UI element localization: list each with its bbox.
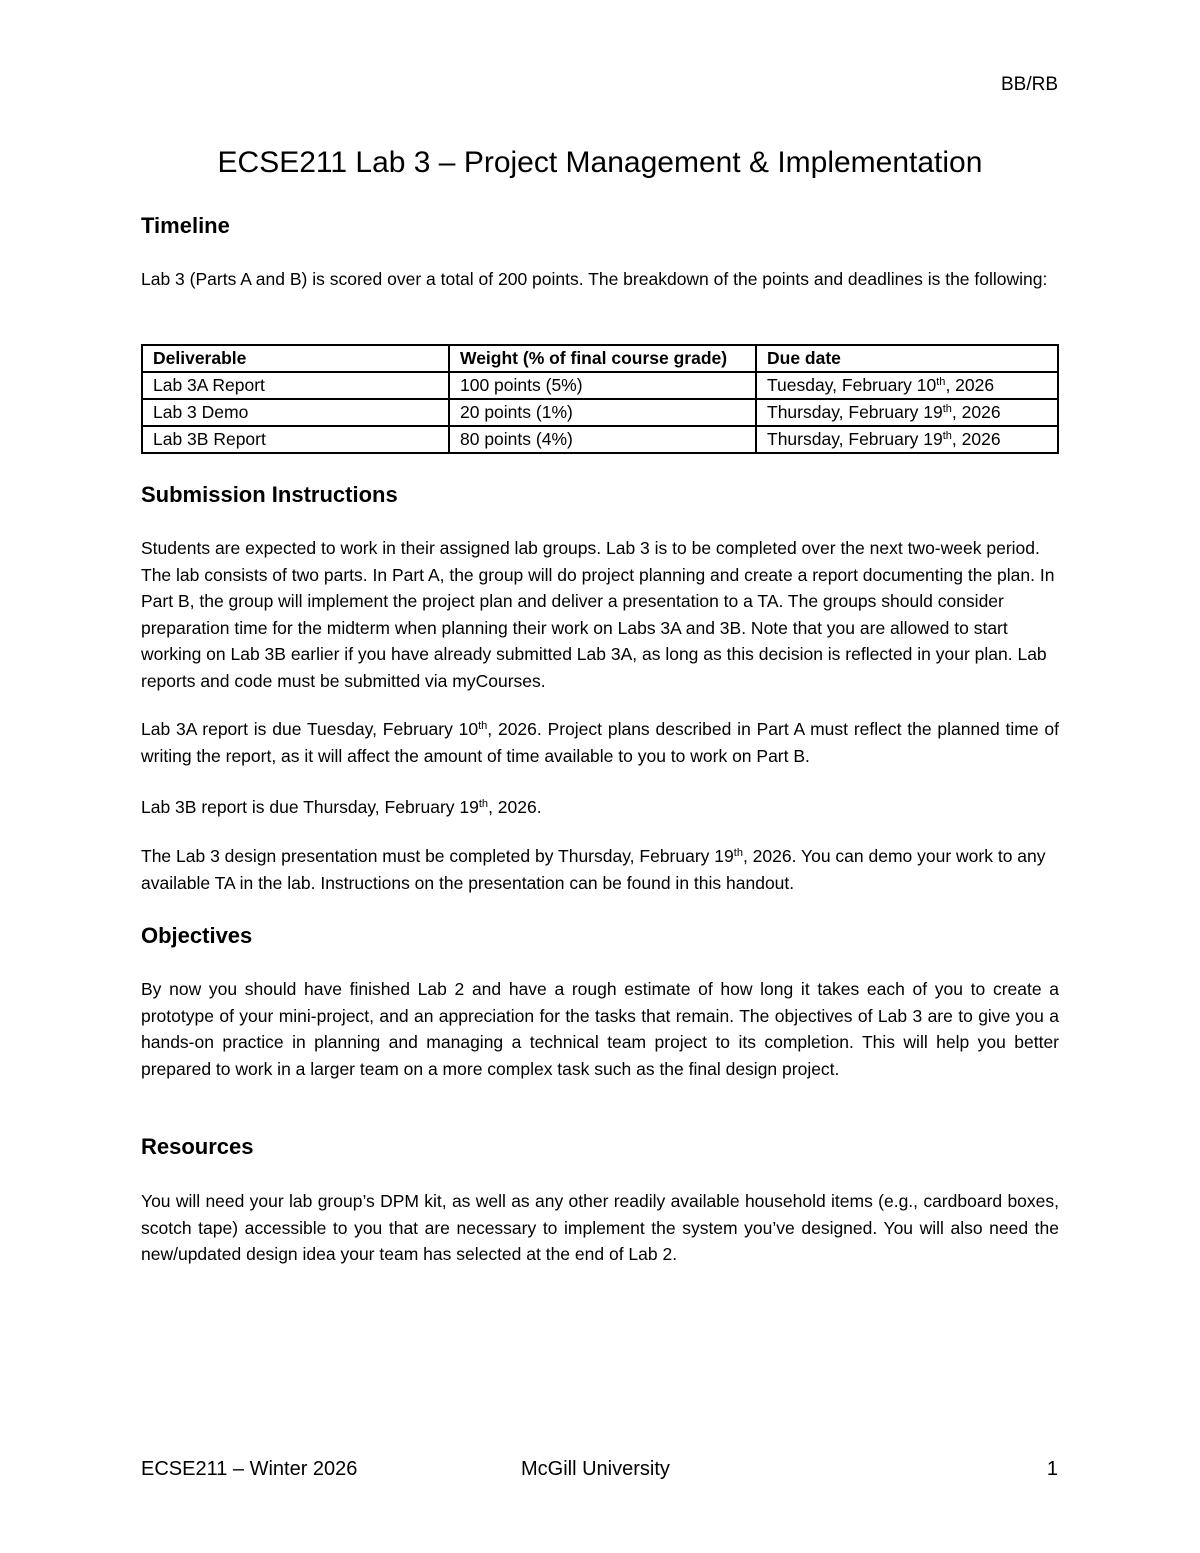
weight-cell: 20 points (1%) [449, 399, 756, 426]
header-initials: BB/RB [1000, 74, 1058, 95]
footer-page-number: 1 [1046, 1458, 1058, 1480]
due-date-suffix: th [942, 430, 952, 442]
deliverables-table [141, 344, 1059, 454]
timeline-heading: Timeline [141, 213, 230, 238]
deliverable-cell: Lab 3 Demo [142, 399, 449, 426]
p4-text: The Lab 3 design presentation must be completed by Thursday, February 19 [141, 846, 734, 866]
p4-suffix: th [733, 847, 743, 859]
submission-p2-block [141, 716, 1059, 769]
submission-heading: Submission Instructions [141, 482, 398, 507]
due-date-year: , 2026 [951, 402, 1001, 422]
due-date-text: Tuesday, February 10 [767, 375, 937, 395]
p3-suffix: th [478, 798, 489, 810]
resources-section [141, 1134, 1059, 1160]
table-row [142, 399, 1058, 426]
due-date-cell [756, 399, 1058, 426]
p4-text-rest: , 2026. You can demo your work to any available TA in the lab. Instructions on the presentation can be found in this handout. [141, 846, 1046, 893]
table-header-row [142, 345, 1058, 372]
weight-cell: 100 points (5%) [449, 372, 756, 399]
footer-university: McGill University [521, 1458, 670, 1480]
objectives-p1-block [141, 976, 1059, 1082]
timeline-section [141, 213, 1059, 239]
submission-paragraph-1: Students are expected to work in their assigned lab groups. Lab 3 is to be completed over the next two-week period. The lab consists of two parts. In Part A, the group will do project planning and create a report documenting the plan. In Part B, the group will implement the project plan and deliver a presentation to a TA. The groups should consider preparation time for the midterm when planning their work on Labs 3A and 3B. Note that you are allowed to start working on Lab 3B earlier if you have already submitted Lab 3A, as long as this decision is reflected in your plan. Lab reports and code must be submitted via myCourses. [141, 538, 1055, 691]
footer-course: ECSE211 – Winter 2026 [141, 1458, 358, 1480]
due-date-year: , 2026 [945, 375, 995, 395]
resources-heading: Resources [141, 1134, 254, 1159]
header-deliverable: Deliverable [142, 345, 449, 372]
timeline-intro-block [141, 266, 1059, 293]
objectives-heading: Objectives [141, 923, 253, 948]
due-date-suffix: th [942, 403, 952, 415]
p3-text: Lab 3B report is due Thursday, February 19 [141, 797, 479, 817]
objectives-section [141, 923, 1059, 949]
p2-text: Lab 3A report is due Tuesday, February 10 [141, 719, 479, 739]
header-due-date: Due date [756, 345, 1058, 372]
due-date-year: , 2026 [951, 429, 1001, 449]
due-date-text: Thursday, February 19 [767, 429, 943, 449]
timeline-intro: Lab 3 (Parts A and B) is scored over a total of 200 points. The breakdown of the points and deadlines is the following: [141, 269, 1048, 289]
due-date-cell [756, 426, 1058, 453]
table-row [142, 372, 1058, 399]
submission-p4-block [141, 843, 1059, 896]
submission-paragraph-2 [141, 716, 1059, 769]
submission-paragraph-4 [141, 843, 1059, 896]
due-date-suffix: th [936, 376, 946, 388]
due-date-cell [756, 372, 1058, 399]
document-title: ECSE211 Lab 3 – Project Management & Implementation [217, 146, 983, 179]
p2-text-rest: , 2026. Project plans described in Part A must reflect the planned time of writing the report, as it will affect the amount of time available to you to work on Part B. [141, 719, 1059, 766]
due-date-text: Thursday, February 19 [767, 402, 943, 422]
objectives-paragraph: By now you should have finished Lab 2 and have a rough estimate of how long it takes each of you to create a prototype of your mini-project, and an appreciation for the tasks that remain. The objectives of Lab 3 are to give you a hands-on practice in planning and managing a technical team project to its completion. This will help you better prepared to work in a larger team on a more complex task such as the final design project. [141, 979, 1059, 1079]
submission-paragraph-3 [141, 794, 1059, 821]
deliverable-cell: Lab 3B Report [142, 426, 449, 453]
p2-suffix: th [478, 720, 488, 732]
submission-section [141, 482, 1059, 508]
resources-p1-block [141, 1188, 1059, 1268]
table-row [142, 426, 1058, 453]
weight-cell: 80 points (4%) [449, 426, 756, 453]
resources-paragraph: You will need your lab group’s DPM kit, as well as any other readily available household items (e.g., cardboard boxes, scotch tape) accessible to you that are necessary to implement the system you’ve designed. You will also need the new/updated design idea your team has selected at the end of Lab 2. [141, 1191, 1059, 1264]
submission-p3-block [141, 794, 1059, 821]
deliverable-cell: Lab 3A Report [142, 372, 449, 399]
submission-p1-block [141, 535, 1059, 694]
p3-text-rest: , 2026. [488, 797, 542, 817]
header-weight: Weight (% of final course grade) [449, 345, 756, 372]
